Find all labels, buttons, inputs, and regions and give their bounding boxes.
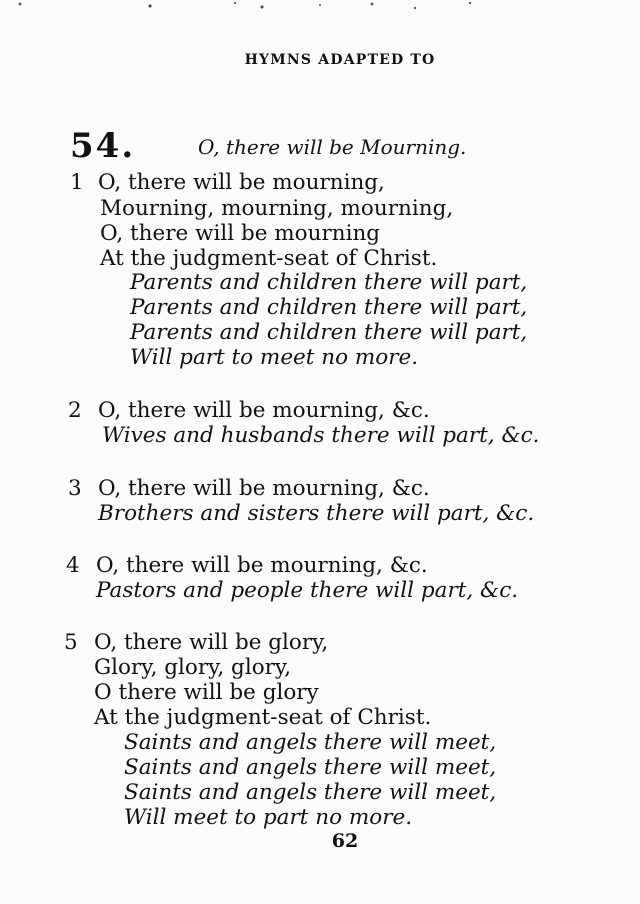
verse-number: 4 [66,553,80,578]
page-number: 62 [331,830,359,852]
verse-line: O there will be glory [94,680,319,705]
verse-line: O, there will be glory, [94,630,329,655]
verse-line: O, there will be mourning, &c. [98,476,430,501]
refrain-line: Wives and husbands there will part, &c. [102,423,540,448]
verse-number: 3 [68,476,82,501]
refrain-line: Parents and children there will part, [130,320,528,345]
hymn-title: O, there will be Mourning. [198,135,467,159]
verse-line: O, there will be mourning, [98,170,385,195]
verse-number: 2 [68,398,82,423]
refrain-line: Saints and angels there will meet, [124,730,497,755]
verse-line: O, there will be mourning, &c. [98,398,430,423]
running-head: HYMNS ADAPTED TO [244,52,436,68]
verse-line: Mourning, mourning, mourning, [100,196,454,221]
refrain-line: Parents and children there will part, [130,270,528,295]
refrain-line: Pastors and people there will part, &c. [96,578,519,603]
verse-number: 1 [70,170,84,195]
verse-line: O, there will be mourning, &c. [96,553,428,578]
refrain-line: Will meet to part no more. [124,805,413,830]
verse-number: 5 [64,630,78,655]
refrain-line: Brothers and sisters there will part, &c. [98,501,535,526]
refrain-line: Parents and children there will part, [130,295,528,320]
page-top-edge-specks [0,0,640,14]
verse-line: At the judgment-seat of Christ. [100,246,438,271]
hymn-number: 54. [70,126,136,166]
refrain-line: Saints and angels there will meet, [124,755,497,780]
refrain-line: Will part to meet no more. [130,345,419,370]
refrain-line: Saints and angels there will meet, [124,780,497,805]
verse-line: O, there will be mourning [100,221,381,246]
verse-line: At the judgment-seat of Christ. [94,705,432,730]
verse-line: Glory, glory, glory, [94,655,292,680]
